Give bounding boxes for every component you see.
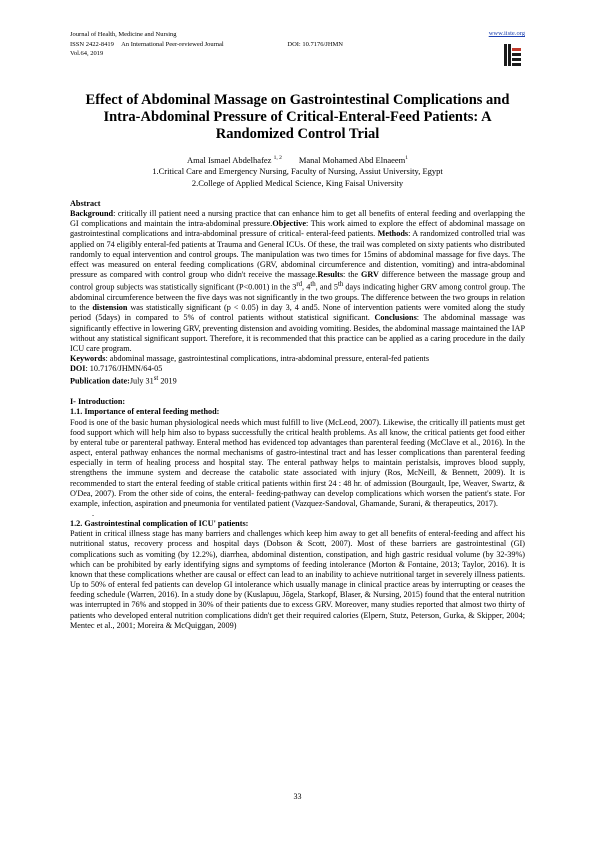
volume: Vol.64, 2019 xyxy=(70,50,104,57)
journal-name: Journal of Health, Medicine and Nursing xyxy=(70,31,177,38)
affiliation: 2.College of Applied Medical Science, King Faisal University xyxy=(191,177,404,188)
journal-header xyxy=(70,30,343,59)
author-name: Amal Ismael Abdelhafez xyxy=(186,154,272,165)
iiste-logo-icon xyxy=(503,42,523,68)
paragraph: Food is one of the basic human physiological needs which must fulfill to live (McLeod, 2007). Likewise, the critically ill patients must get food support which will help him also to bypass successfully the critical health problems. As all know, the critical patients get food either by enteral tube or parenteral pathway. Enteral method has evidenced top advantages than parenteral feeding (McClave et al., 2016). In the aspect, enteral pathway enhances the normal mechanisms of gastro-intestinal tract and has lesser complications than parenteral feeding especially in term of healing process and hospital stay. The enteral pathway helps to maintain peristalsis, improves blood supply, strengthens the immune system and decrease the catabolic state associated with injury (Ros, McNeill, & Bennett, 2009). It is recommended to start the enteral feeding of stable critical patients within first 24 : 48 hr. of admission (Bourgault, Ipe, Weaver, Swartz, & O'Dea, 2007). From the other side of coins, the enteral- feeding-pathway can develop complications which worsen the patient's state. For example, infection, aspiration and pneumonia for ventilated patient (Vazquez-Sandoval, Ghamande, Surani, & therapeutics, 2017). xyxy=(70,417,525,508)
label: Background xyxy=(70,209,114,219)
journal-url-link[interactable]: www.iiste.org xyxy=(488,30,525,37)
label: Methods xyxy=(377,229,409,239)
author-affil-marker: 1, 2 xyxy=(273,155,282,161)
section-heading: I- Introduction: xyxy=(70,397,126,407)
label: Conclusions xyxy=(374,313,417,323)
stray-dot: . xyxy=(92,509,95,518)
journal-type: An International Peer-reviewed Journal xyxy=(121,40,224,48)
author-name: Manal Mohamed Abd Elnaeem xyxy=(298,154,406,165)
doi-line: DOI: 10.7176/JHMN/64-05 xyxy=(70,364,163,374)
paper-body xyxy=(70,199,525,631)
paragraph: Patient in critical illness stage has many barriers and challenges which keep him away to get all benefits of enteral-feeding and affect his nutritional status, recovery process and hospital days (Dobson & Scott, 2007). Most of these barriers are gastrointestinal (GI) complications such as vomiting (by 12.2%), diarrhea, abdominal distention, constipation, and high gastric residual volume (by 32-39%) which can be prohibited by early identifying signs and symptoms of feeding intolerance (Morton & Fontaine, 2013; Taylor, 2016). It is known that these complications whether are causal or effect can lead to an inability to achieve nutritional target in severely illness patients. Up to 50% of enteral fed patients can develop GI intolerance which usually manage in clinical practice areas by interrupting or ceases the feeding schedule (Warren, 2016). In a study done by (Kuslapuu, Jõgela, Starkopf, Blaser, & Nursing, 2015) found that the enteral nutrition was interrupted in 76% and stopped in 30% of their patients due to excess GRV. Moreover, many studies reported that almost two thirty of patients who developed enteral nutrition complications didn't get their required calories (Elpern, Stutz, Peterson, Gurka, & Skipper, 2004; Mentec et al., 2001; Moreira & McQuiggan, 2009) xyxy=(70,529,525,630)
label: Results xyxy=(317,270,344,280)
publication-date-line: Publication date:July 31st 2019 xyxy=(70,375,177,387)
subsection-heading: 1.1. Importance of enteral feeding method: xyxy=(70,407,220,417)
label: distension xyxy=(92,303,128,313)
author-affil-marker: 1 xyxy=(405,155,409,161)
affiliation: 1.Critical Care and Emergency Nursing, Faculty of Nursing, Assiut University, Egypt xyxy=(152,166,443,177)
journal-doi: DOI: 10.7176/JHMN xyxy=(287,40,343,48)
subsection-heading: 1.2. Gastrointestinal complication of ICU' patients: xyxy=(70,519,249,529)
abstract-heading: Abstract xyxy=(70,199,101,208)
label: Objective xyxy=(272,219,307,229)
label: GRV xyxy=(361,270,379,280)
abstract-text: Background: critically ill patient need a nursing practice that can enhance him to get all benefits of enteral feeding and overlapping the GI complications and maintain the intra-abdominal pressure.Objective: This work aimed to explore the effect of abdominal massage on gastrointestinal complications and intra-abdominal pressure of critical- enteral-feed patients. Methods: A randomized controlled trial was applied on 74 eligibly enteral-fed patients at Trauma and General ICUs. Of these, the trail was completed on sixty patients who distributed randomly to equal intervention and control groups. The manipulation was two times for 15mins of abdominal massage for five days. The effect was measured on enteral feeding complications (GRV, abdominal circumference and distention, vomiting) and intra-abdominal pressure as compared with control group who didn't receive the massage.Results: the GRV difference between the massage group and control group subjects was statistically significant (P<0.001) in the 3rd, 4th, and 5th days indicating higher GRV among control group. The abdominal circumference between the five days was not significantly in the two groups. The difference between the two groups in relation to the distension was statistically significant (p < 0.05) in day 3, 4 and5. None of intervention patients were vomited along the study period (5days) in compared to 5% of control patients without statistical significant. Conclusions: The abdominal massage was significantly effective in lowering GRV, preventing distension and avoiding vomiting. Besides, the abdominal massage maintained the IAP without any statistical significant support. Therefore, it is recommended that this practice can be applied as a caring procedure in the daily ICU care program. xyxy=(70,209,525,353)
keywords-line: Keywords: abdominal massage, gastrointestinal complications, intra-abdominal pressure, enteral-fed patients xyxy=(70,354,430,364)
page-number: 33 xyxy=(293,792,302,801)
issn: ISSN 2422-8419 xyxy=(70,40,114,48)
paper-title: Effect of Abdominal Massage on Gastrointestinal Complications and Intra-Abdominal Pressure of Critical-Enteral-Feed Patients: A Randomized Control Trial xyxy=(85,92,510,142)
author-block xyxy=(70,153,525,189)
